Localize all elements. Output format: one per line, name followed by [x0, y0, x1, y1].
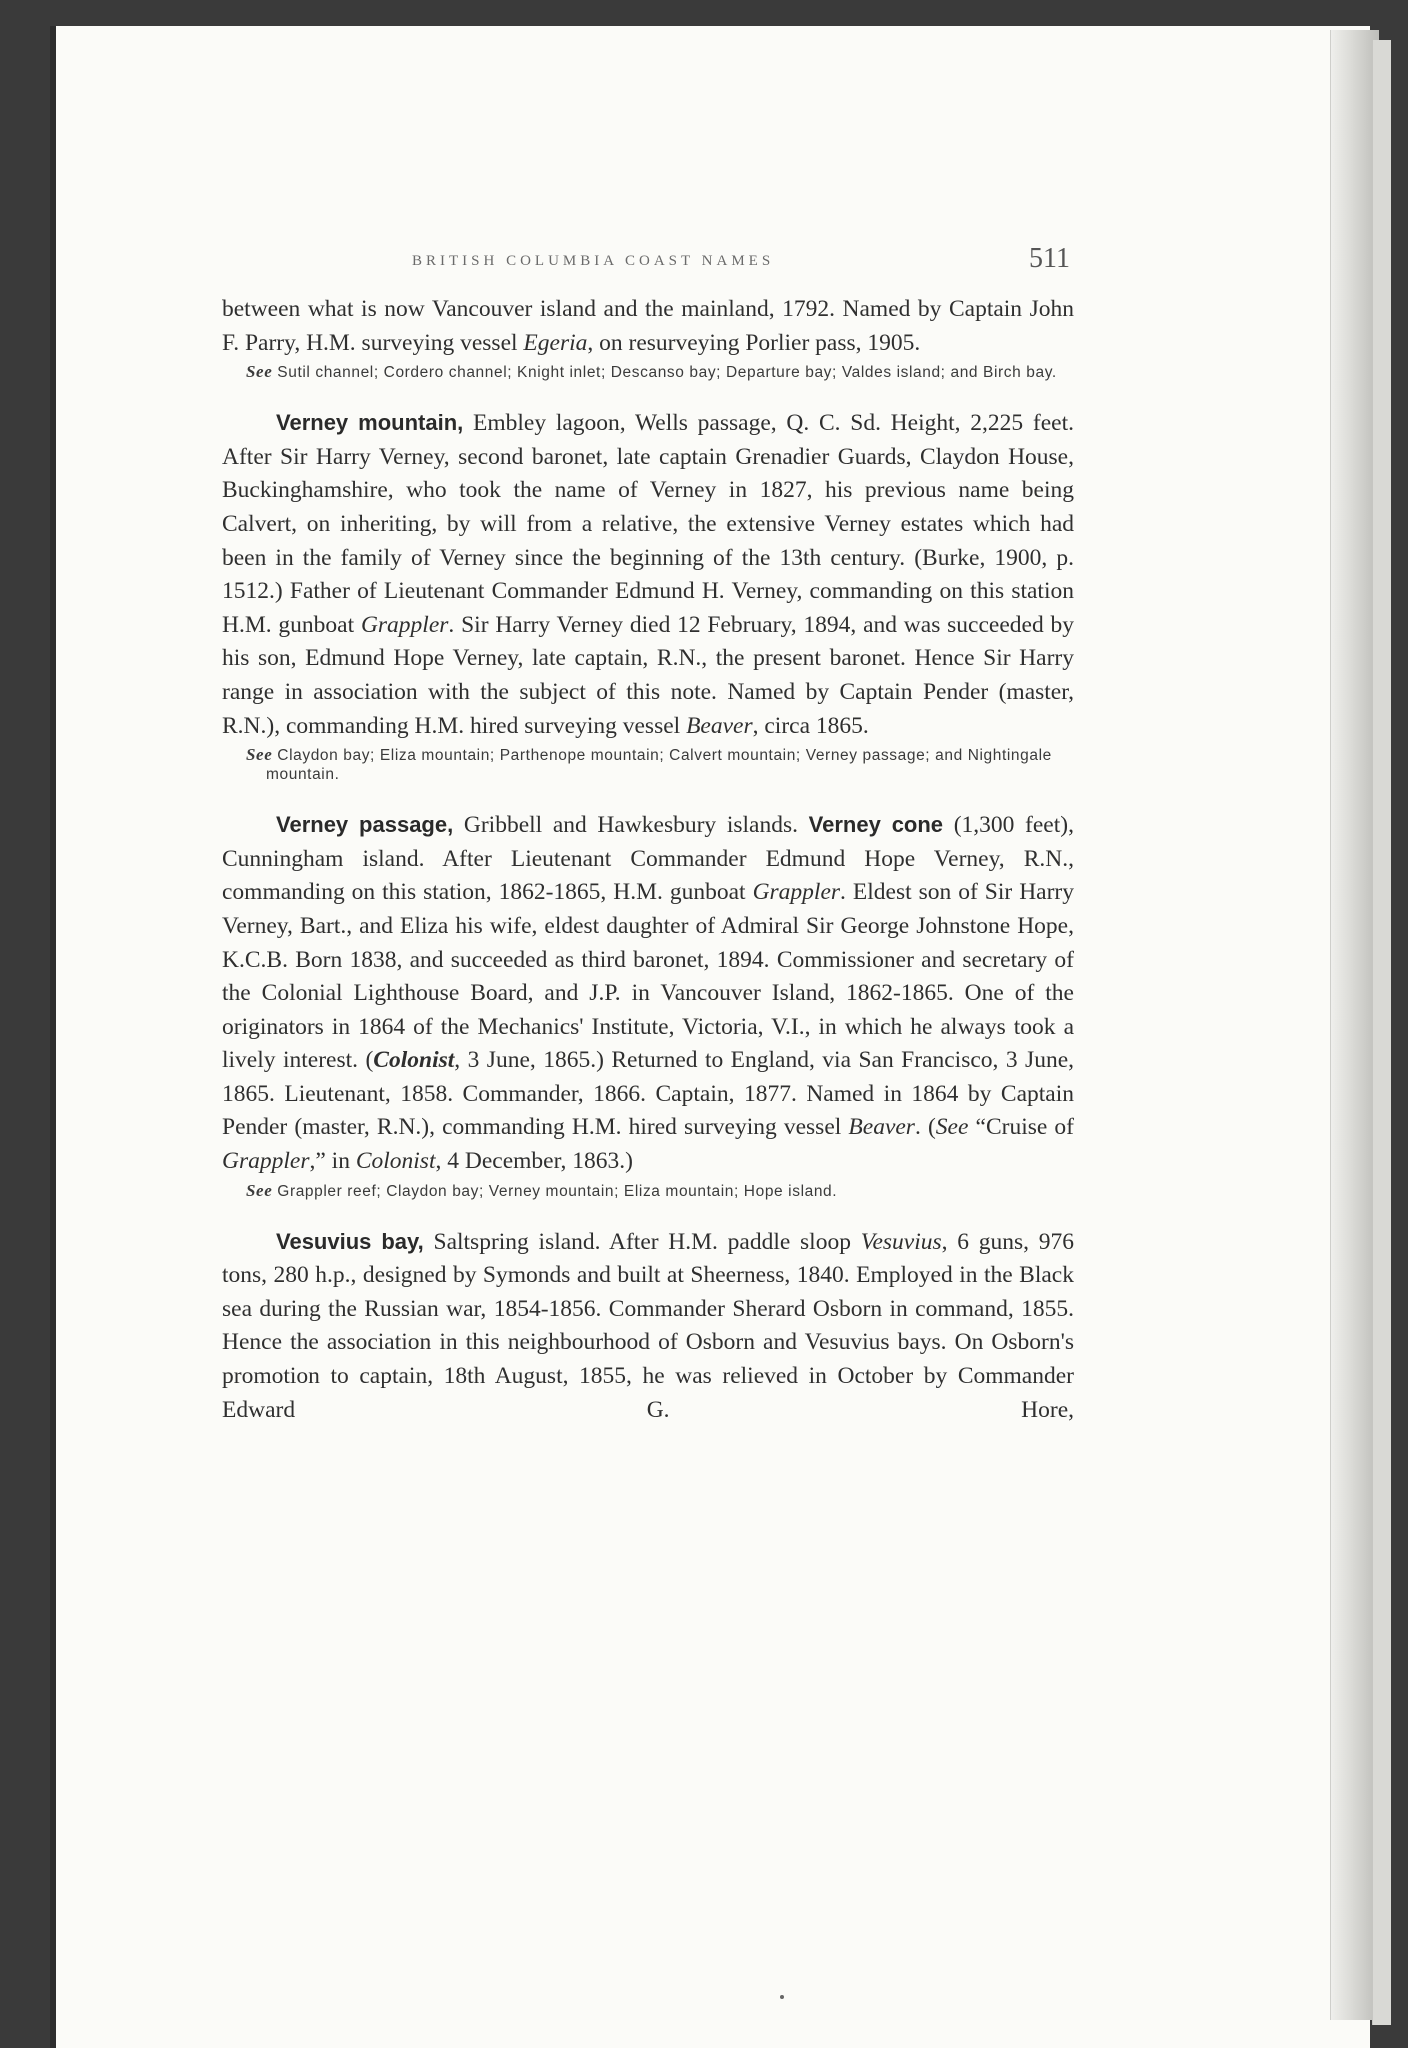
page-speck: [780, 1995, 784, 1999]
headword: Vesuvius bay,: [276, 1228, 424, 1254]
running-title: BRITISH COLUMBIA COAST NAMES: [412, 253, 775, 269]
entry-vesuvius-bay: [222, 1225, 1074, 1428]
running-head: [222, 243, 1074, 283]
entry-verney-passage: [222, 808, 1074, 1201]
see-also: See Sutil channel; Cordero channel; Knight inlet; Descanso bay; Departure bay; Valdes island; and Birch bay.: [246, 362, 1057, 382]
entry-text: Vesuvius bay, Saltspring island. After H.M. paddle sloop Vesuvius, 6 guns, 976 tons, 280 h.p., designed by Symonds and built at Sheerness, 1840. Employed in the Black sea during the Russian war, 1854-1856. Commander Sherard Osborn in command, 1855. Hence the association in this neighbourhood of Osborn and Vesuvius bays. On Osborn's promotion to captain, 18th August, 1855, he was relieved in October by Commander Edward G. Hore,: [222, 1228, 1074, 1423]
page-content: [222, 243, 1074, 1427]
see-also: See Claydon bay; Eliza mountain; Parthenope mountain; Calvert mountain; Verney passage; and Nightingale mountain.: [246, 745, 1052, 784]
continuation-text: between what is now Vancouver island and the mainland, 1792. Named by Captain John F. Parry, H.M. surveying vessel Egeria, on resurveying Porlier pass, 1905.: [222, 296, 1074, 356]
entry-verney-mountain: [222, 406, 1074, 784]
headword: Verney passage,: [276, 812, 454, 838]
page-stack-edge: [1372, 40, 1391, 2025]
continuation-entry: [222, 293, 1074, 382]
headword: Verney mountain,: [276, 410, 464, 436]
entry-text: Verney mountain, Embley lagoon, Wells passage, Q. C. Sd. Height, 2,225 feet. After Sir Harry Verney, second baronet, late captain Grenadier Guards, Claydon House, Buckinghamshire, who took the name of Verney in 1827, his previous name being Calvert, on inheriting, by will from a relative, the extensive Verney estates which had been in the family of Verney since the beginning of the 13th century. (Burke, 1900, p. 1512.) Father of Lieutenant Commander Edmund H. Verney, commanding on this station H.M. gunboat Grappler. Sir Harry Verney died 12 February, 1894, and was succeeded by his son, Edmund Hope Verney, late captain, R.N., the present baronet. Hence Sir Harry range in association with the subject of this note. Named by Captain Pender (master, R.N.), commanding H.M. hired surveying vessel Beaver, circa 1865.: [222, 410, 1074, 739]
book-binding: [50, 26, 56, 2048]
headword-secondary: Verney cone: [808, 812, 944, 838]
see-also: See Grappler reef; Claydon bay; Verney mountain; Eliza mountain; Hope island.: [246, 1180, 838, 1200]
entry-text: Verney passage, Gribbell and Hawkesbury islands. Verney cone (1,300 feet), Cunningham island. After Lieutenant Commander Edmund Hope Verney, R.N., commanding on this station, 1862-1865, H.M. gunboat Grappler. Eldest son of Sir Harry Verney, Bart., and Eliza his wife, eldest daughter of Admiral Sir George Johnstone Hope, K.C.B. Born 1838, and succeeded as third baronet, 1894. Commissioner and secretary of the Colonial Lighthouse Board, and J.P. in Vancouver Island, 1862-1865. One of the originators in 1864 of the Mechanics' Institute, Victoria, V.I., in which he always took a lively interest. (Colonist, 3 June, 1865.) Returned to England, via San Francisco, 3 June, 1865. Lieutenant, 1858. Commander, 1866. Captain, 1877. Named in 1864 by Captain Pender (master, R.N.), commanding H.M. hired surveying vessel Beaver. (See “Cruise of Grappler,” in Colonist, 4 December, 1863.): [222, 812, 1075, 1175]
page-number: 511: [1029, 243, 1070, 274]
